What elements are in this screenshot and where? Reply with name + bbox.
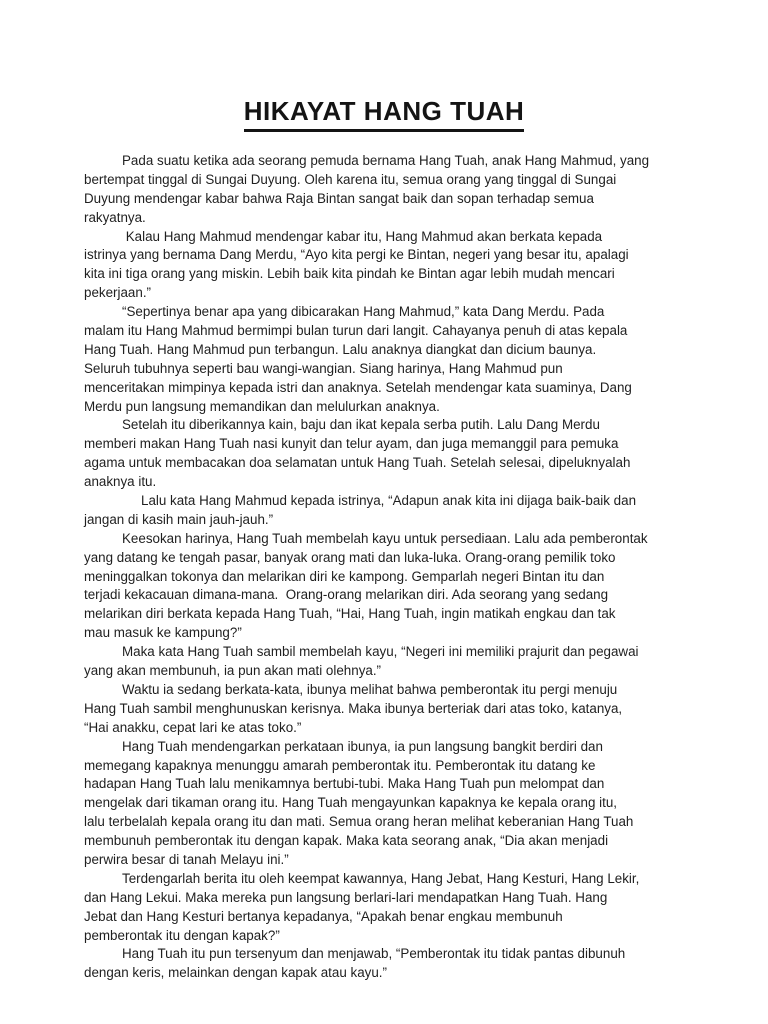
paragraph xyxy=(84,738,700,870)
document-title xyxy=(0,96,768,132)
text-line: melarikan diri berkata kepada Hang Tuah, “Hai, Hang Tuah, ingin matikah engkau dan tak xyxy=(84,606,616,622)
text-line: memegang kapaknya menunggu amarah pemberontak itu. Pemberontak itu datang ke xyxy=(84,757,596,773)
paragraph xyxy=(84,530,700,643)
text-line: hadapan Hang Tuah lalu menikamnya bertubi-tubi. Maka Hang Tuah pun melompat dan xyxy=(84,776,605,792)
text-line: Hang Tuah sambil menghunuskan kerisnya. Maka ibunya berteriak dari atas toko, katanya, xyxy=(84,700,623,716)
document-body xyxy=(84,152,700,983)
text-line: pemberontak itu dengan kapak?” xyxy=(84,927,280,943)
text-line: Lalu kata Hang Mahmud kepada istrinya, “Adapun anak kita ini dijaga baik-baik dan xyxy=(141,493,637,509)
text-line: dan Hang Lekui. Maka mereka pun langsung berlari-lari mendapatkan Hang Tuah. Hang xyxy=(84,889,608,905)
text-line: malam itu Hang Mahmud bermimpi bulan turun dari langit. Cahayanya penuh di atas kepala xyxy=(84,323,628,339)
text-line: istrinya yang bernama Dang Merdu, “Ayo kita pergi ke Bintan, negeri yang besar itu, apalagi xyxy=(84,247,629,263)
text-line: yang datang ke tengah pasar, banyak orang mati dan luka-luka. Orang-orang pemilik toko xyxy=(84,549,616,565)
paragraph xyxy=(84,945,700,983)
paragraph xyxy=(84,303,700,416)
text-line: menceritakan mimpinya kepada istri dan anaknya. Setelah mendengar kata suaminya, Dang xyxy=(84,379,632,395)
text-line: memberi makan Hang Tuah nasi kunyit dan telur ayam, dan juga memanggil para pemuka xyxy=(84,436,619,452)
text-line: mengelak dari tikaman orang itu. Hang Tuah mengayunkan kapaknya ke kepala orang itu, xyxy=(84,795,617,811)
text-line: Kalau Hang Mahmud mendengar kabar itu, Hang Mahmud akan berkata kepada xyxy=(122,228,603,244)
text-line: perwira besar di tanah Melayu ini.” xyxy=(84,851,289,867)
text-line: mau masuk ke kampung?” xyxy=(84,625,242,641)
text-line: “Hai anakku, cepat lari ke atas toko.” xyxy=(84,719,302,735)
text-line: Duyung mendengar kabar bahwa Raja Bintan sangat baik dan sopan terhadap semua xyxy=(84,190,594,206)
text-line: yang akan membunuh, ia pun akan mati olehnya.” xyxy=(84,663,382,679)
text-line: Pada suatu ketika ada seorang pemuda bernama Hang Tuah, anak Hang Mahmud, yang xyxy=(122,153,650,168)
paragraph xyxy=(84,643,700,681)
text-line: Setelah itu diberikannya kain, baju dan ikat kepala serba putih. Lalu Dang Merdu xyxy=(122,417,600,433)
text-line: Seluruh tubuhnya seperti bau wangi-wangian. Siang harinya, Hang Mahmud pun xyxy=(84,360,563,376)
text-line: membunuh pemberontak itu dengan kapak. Maka kata seorang anak, “Dia akan menjadi xyxy=(84,833,609,849)
text-line: “Sepertinya benar apa yang dibicarakan Hang Mahmud,” kata Dang Merdu. Pada xyxy=(122,304,605,320)
text-line: terjadi kekacauan dimana-mana. Orang-orang melarikan diri. Ada seorang yang sedang xyxy=(84,587,609,603)
text-line: Hang Tuah mendengarkan perkataan ibunya, ia pun langsung bangkit berdiri dan xyxy=(122,738,603,754)
paragraph xyxy=(84,152,700,228)
text-line: Jebat dan Hang Kesturi bertanya kepadanya, “Apakah benar engkau membunuh xyxy=(84,908,563,924)
text-line: dengan keris, melainkan dengan kapak atau kayu.” xyxy=(84,965,387,981)
text-line: anaknya itu. xyxy=(84,474,157,490)
paragraph xyxy=(84,870,700,946)
paragraph xyxy=(84,416,700,492)
text-line: lalu terbelalah kepala orang itu dan mati. Semua orang heran melihat keberanian Hang Tuah xyxy=(84,814,634,830)
text-line: Terdengarlah berita itu oleh keempat kawannya, Hang Jebat, Hang Kesturi, Hang Lekir, xyxy=(122,870,640,886)
text-line: Hang Tuah itu pun tersenyum dan menjawab, “Pemberontak itu tidak pantas dibunuh xyxy=(122,946,626,962)
text-line: Maka kata Hang Tuah sambil membelah kayu, “Negeri ini memiliki prajurit dan pegawai xyxy=(122,644,639,660)
text-line: Waktu ia sedang berkata-kata, ibunya melihat bahwa pemberontak itu pergi menuju xyxy=(122,681,618,697)
text-line: Keesokan harinya, Hang Tuah membelah kayu untuk persediaan. Lalu ada pemberontak xyxy=(122,530,648,546)
text-line: agama untuk membacakan doa selamatan untuk Hang Tuah. Setelah selesai, dipeluknyalah xyxy=(84,455,631,471)
document-title-text: HIKAYAT HANG TUAH xyxy=(244,96,525,132)
text-line: bertempat tinggal di Sungai Duyung. Oleh karena itu, semua orang yang tinggal di Sungai xyxy=(84,171,617,187)
text-line: kita ini tiga orang yang miskin. Lebih baik kita pindah ke Bintan agar lebih mudah mencari xyxy=(84,266,615,282)
text-line: Merdu pun langsung memandikan dan melulurkan anaknya. xyxy=(84,398,440,414)
text-line: rakyatnya. xyxy=(84,209,146,225)
paragraph xyxy=(84,228,700,304)
text-line: pekerjaan.” xyxy=(84,285,151,301)
paragraph xyxy=(84,492,700,530)
text-line: jangan di kasih main jauh-jauh.” xyxy=(84,511,274,527)
text-line: meninggalkan tokonya dan melarikan diri ke kampong. Gemparlah negeri Bintan itu dan xyxy=(84,568,605,584)
paragraph xyxy=(84,681,700,738)
text-line: Hang Tuah. Hang Mahmud pun terbangun. Lalu anaknya diangkat dan dicium baunya. xyxy=(84,341,597,357)
